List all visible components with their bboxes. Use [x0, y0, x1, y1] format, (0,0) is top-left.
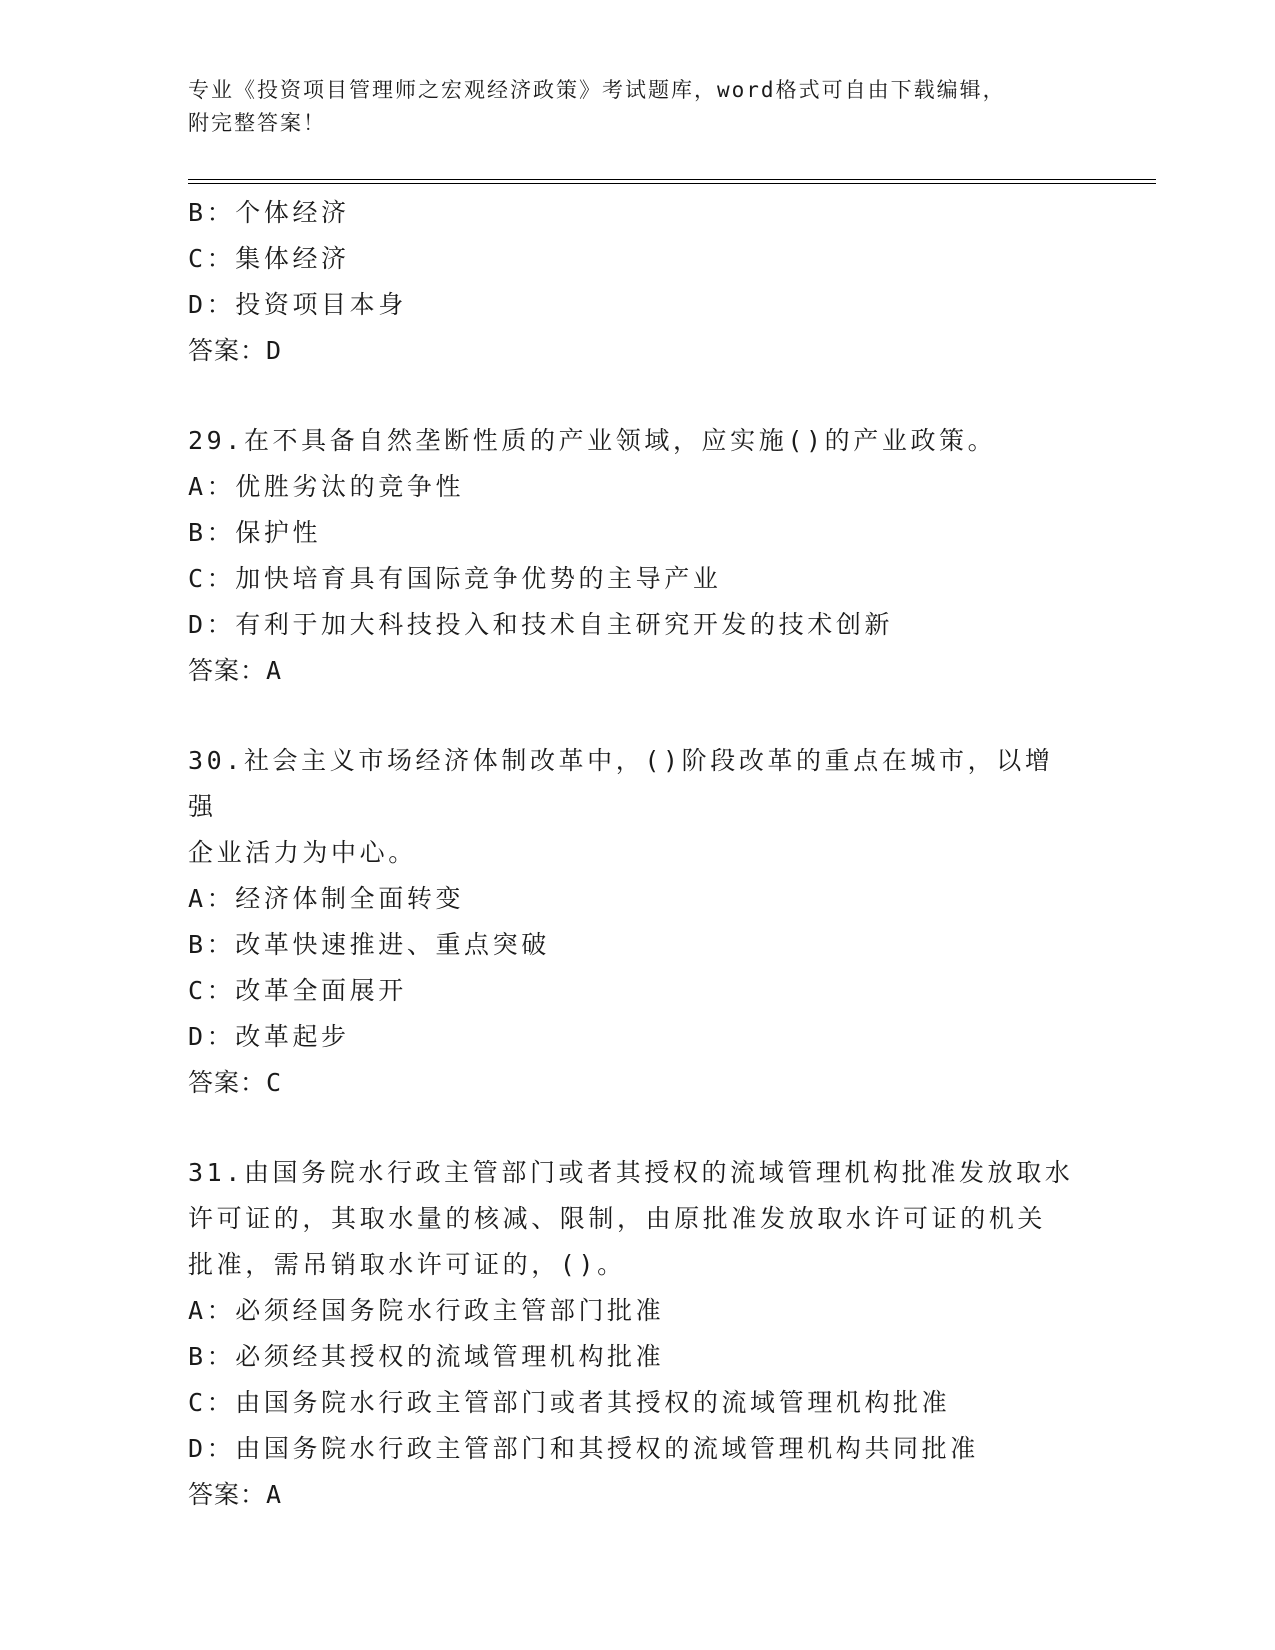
answer-line: 答案：A [188, 656, 283, 685]
option-d: D：由国务院水行政主管部门和其授权的流域管理机构共同批准 [188, 1434, 979, 1463]
answer-line: 答案：C [188, 1068, 283, 1097]
question-30 [188, 738, 1088, 1106]
answer-line: 答案：A [188, 1480, 283, 1509]
answer-line: 答案：D [188, 336, 283, 365]
option-a: A：经济体制全面转变 [188, 884, 465, 913]
option-c: C：集体经济 [188, 244, 350, 273]
question-carryover [188, 190, 1088, 374]
option-b: B：保护性 [188, 518, 322, 547]
stem-line: 批准，需吊销取水许可证的，()。 [188, 1250, 626, 1279]
question-stem [188, 418, 1078, 464]
option-b: B：个体经济 [188, 198, 350, 227]
header-line-2: 附完整答案！ [188, 111, 326, 135]
question-stem [188, 1150, 1078, 1288]
option-a: A：优胜劣汰的竞争性 [188, 472, 465, 501]
header-line-1: 专业《投资项目管理师之宏观经济政策》考试题库，word格式可自由下载编辑， [188, 78, 1006, 102]
document-header [188, 74, 1068, 140]
option-a: A：必须经国务院水行政主管部门批准 [188, 1296, 665, 1325]
option-b: B：必须经其授权的流域管理机构批准 [188, 1342, 665, 1371]
stem-line: 29.在不具备自然垄断性质的产业领域，应实施()的产业政策。 [188, 426, 997, 455]
option-c: C：改革全面展开 [188, 976, 407, 1005]
question-list [188, 190, 1088, 1518]
question-stem [188, 738, 1078, 876]
option-d: D：改革起步 [188, 1022, 350, 1051]
option-d: D：有利于加大科技投入和技术自主研究开发的技术创新 [188, 610, 894, 639]
stem-line: 许可证的，其取水量的核减、限制，由原批准发放取水许可证的机关 [188, 1204, 1047, 1233]
header-divider-bottom [188, 183, 1156, 184]
question-31 [188, 1150, 1088, 1518]
option-c: C：加快培育具有国际竞争优势的主导产业 [188, 564, 722, 593]
option-b: B：改革快速推进、重点突破 [188, 930, 550, 959]
question-29 [188, 418, 1088, 694]
stem-line: 企业活力为中心。 [188, 838, 417, 867]
header-divider-top [188, 179, 1156, 180]
stem-line: 30.社会主义市场经济体制改革中，()阶段改革的重点在城市，以增强 [188, 746, 1054, 821]
option-c: C：由国务院水行政主管部门或者其授权的流域管理机构批准 [188, 1388, 951, 1417]
option-d: D：投资项目本身 [188, 290, 407, 319]
stem-line: 31.由国务院水行政主管部门或者其授权的流域管理机构批准发放取水 [188, 1158, 1074, 1187]
